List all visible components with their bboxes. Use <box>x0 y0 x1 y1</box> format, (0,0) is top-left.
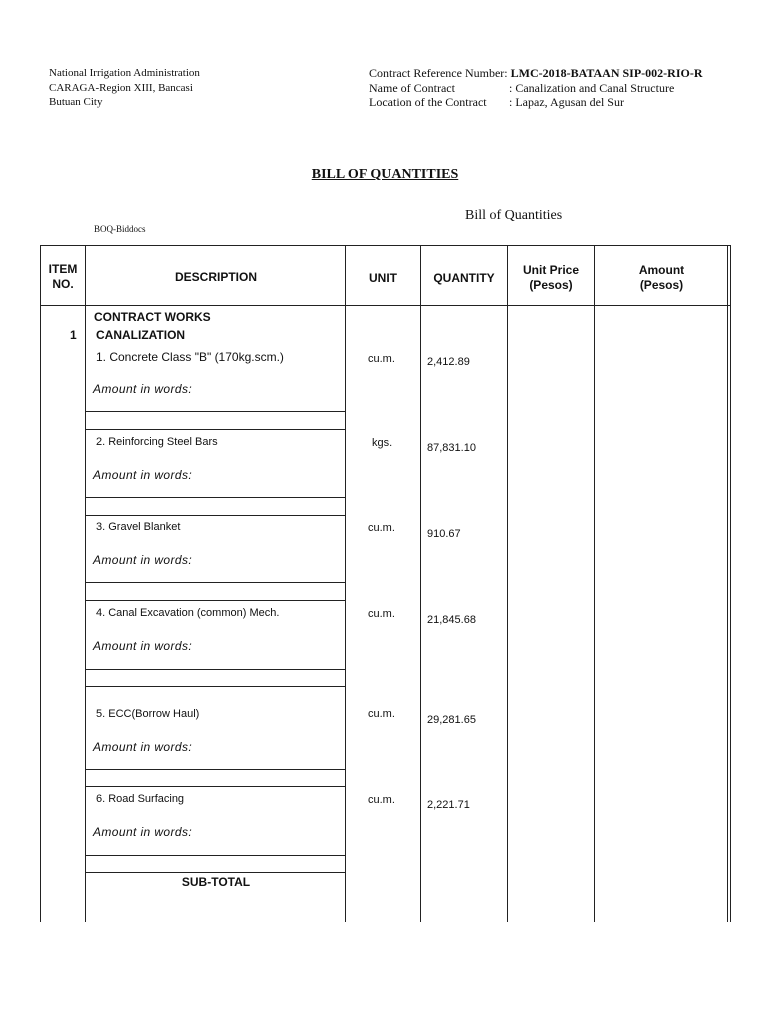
row-description: 6. Road Surfacing <box>96 793 185 805</box>
header-amount <box>595 263 728 293</box>
amount-in-words-label: Amount in words: <box>93 553 193 567</box>
row-quantity: 910.67 <box>427 528 461 540</box>
words-line <box>85 429 346 430</box>
amount-in-words-label: Amount in words: <box>93 468 193 482</box>
row-unit: cu.m. <box>368 353 395 365</box>
header-bottom-line <box>40 305 731 306</box>
header-item-line2: NO. <box>52 277 74 291</box>
words-line <box>85 669 346 670</box>
header-description: DESCRIPTION <box>174 270 257 284</box>
agency-name: National Irrigation Administration <box>49 67 200 79</box>
header-unit-price <box>508 263 594 293</box>
location-label: Location of the Contract <box>369 95 487 109</box>
row-unit: cu.m. <box>368 708 395 720</box>
row-description: 3. Gravel Blanket <box>96 521 181 533</box>
col-line-right <box>727 245 728 922</box>
row-description: 1. Concrete Class "B" (170kg.scm.) <box>96 350 284 364</box>
row-unit: cu.m. <box>368 794 395 806</box>
subtotal-label: SUB-TOTAL <box>181 875 251 889</box>
words-line <box>85 686 346 687</box>
header-item-line1: ITEM <box>48 262 78 276</box>
amount-in-words-label: Amount in words: <box>93 639 193 653</box>
header-amount-line2: (Pesos) <box>639 278 684 292</box>
document-subtitle: Bill of Quantities <box>465 208 563 223</box>
col-line-price <box>594 245 595 922</box>
col-line-desc <box>345 245 346 922</box>
section-title: CONTRACT WORKS <box>94 310 211 324</box>
words-line <box>85 582 346 583</box>
amount-in-words-label: Amount in words: <box>93 740 193 754</box>
col-line-right-outer <box>730 245 731 922</box>
words-line <box>85 411 346 412</box>
words-line <box>85 769 346 770</box>
header-top-line <box>40 245 731 246</box>
item-number: 1 <box>70 328 77 342</box>
contract-info <box>369 66 703 110</box>
agency-city: Butuan City <box>49 96 103 108</box>
words-line <box>85 497 346 498</box>
contract-name-label: Name of Contract <box>369 80 455 95</box>
header-unit-price-line2: (Pesos) <box>529 278 573 292</box>
row-description: 4. Canal Excavation (common) Mech. <box>96 607 280 619</box>
contract-ref-label: Contract Reference Number: <box>369 66 508 80</box>
row-quantity: 2,412.89 <box>427 356 470 368</box>
header-quantity: QUANTITY <box>433 271 495 285</box>
header-amount-line1: Amount <box>638 263 685 277</box>
col-line-unit <box>420 245 421 922</box>
col-line-item <box>85 245 86 922</box>
row-unit: kgs. <box>372 437 393 449</box>
row-quantity: 21,845.68 <box>427 614 476 626</box>
document-title: BILL OF QUANTITIES <box>311 167 459 182</box>
header-item-no <box>40 262 86 292</box>
contract-ref-row <box>369 66 703 81</box>
words-line <box>85 515 346 516</box>
row-description: 5. ECC(Borrow Haul) <box>96 708 200 720</box>
col-line-qty <box>507 245 508 922</box>
col-line-left <box>40 245 41 922</box>
words-line <box>85 786 346 787</box>
row-unit: cu.m. <box>368 608 395 620</box>
contract-name-row <box>369 81 703 96</box>
header-unit: UNIT <box>369 271 397 285</box>
agency-address <box>49 66 200 110</box>
reference-code: BOQ-Biddocs <box>94 224 146 234</box>
row-description: 2. Reinforcing Steel Bars <box>96 436 218 448</box>
contract-ref-value: LMC-2018-BATAAN SIP-002-RIO-R <box>510 66 703 80</box>
row-quantity: 2,221.71 <box>427 799 470 811</box>
item-group-title: CANALIZATION <box>96 328 186 342</box>
words-line <box>85 855 346 856</box>
agency-region: CARAGA-Region XIII, Bancasi <box>49 81 193 94</box>
location-value: : Lapaz, Agusan del Sur <box>509 95 624 109</box>
row-quantity: 87,831.10 <box>427 442 476 454</box>
contract-name-value: : Canalization and Canal Structure <box>509 80 675 95</box>
row-unit: cu.m. <box>368 522 395 534</box>
words-line <box>85 872 346 873</box>
amount-in-words-label: Amount in words: <box>93 825 193 839</box>
words-line <box>85 600 346 601</box>
header-unit-price-line1: Unit Price <box>522 263 579 277</box>
location-row <box>369 95 703 110</box>
amount-in-words-label: Amount in words: <box>93 382 193 396</box>
row-quantity: 29,281.65 <box>427 714 476 726</box>
